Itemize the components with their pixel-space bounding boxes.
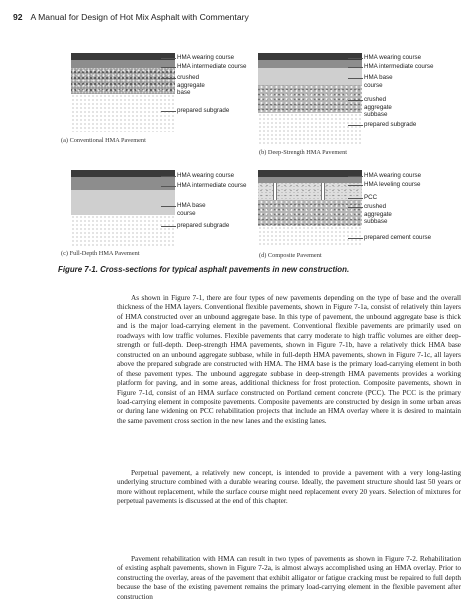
layer-hma-wearing: [71, 53, 175, 60]
label-subgrade: prepared subgrade: [177, 107, 230, 114]
layer-stack: [71, 170, 175, 246]
layer-stack: [258, 170, 362, 246]
panel-caption: (d) Composite Pavement: [259, 252, 322, 259]
page-header: [13, 12, 463, 26]
label-subgrade: prepared subgrade: [177, 222, 230, 229]
panel-caption: (a) Conventional HMA Pavement: [61, 137, 146, 144]
body-paragraph: Perpetual pavement, a relatively new concept, is intended to provide a pavement with a very long-lasting underlying structure combined with a durable wearing course. Ideally, the pavement structure should last 50 years or more without replacement, while the surface course might need replacement every 20 years. Selection of mixtures for perpetual pavements is discussed at the end of this chapter.: [117, 469, 461, 506]
label-wearing: HMA wearing course: [364, 54, 422, 61]
running-title: A Manual for Design of Hot Mix Asphalt with Commentary: [30, 12, 249, 22]
panel-composite: [258, 170, 474, 260]
panel-caption: (b) Deep-Strength HMA Pavement: [259, 149, 347, 156]
layer-pcc: [258, 183, 362, 200]
layer-prepared-subgrade: [71, 215, 175, 246]
label-subgrade: prepared subgrade: [364, 121, 417, 128]
label-intermediate: HMA intermediate course: [364, 63, 434, 70]
panel-caption: (c) Full-Depth HMA Pavement: [61, 250, 140, 257]
layer-hma-wearing: [258, 53, 362, 60]
label-pcc: PCC: [364, 194, 378, 201]
body-paragraph: As shown in Figure 7-1, there are four types of new pavements depending on the type of base and the overall thickness of the HMA layers. Conventional flexible pavements, shown in Figure 7-1a, consist of relatively thin layers of HMA constructed over an unbound aggregate base. In this type of pavement, the unbound aggregate base is thick and is the major load-carrying element in the pavement. Conventional flexible pavements are primarily used on roadways with low traffic volumes. Flexible pavements that carry moderate to high traffic volumes are either deep-strength or full-depth. Deep-strength HMA pavements, shown in Figure 7-1b, have a relatively thick HMA base constructed on an unbound aggregate subbase, while in full-depth HMA pavements, shown in Figure 7-1c, all layers above the prepared subgrade are constructed with HMA. The HMA base is the primary load-carrying element in both of these pavement types. The unbound aggregate subbase in deep-strength HMA pavements provides a working platform for paving, and in some areas, additional thickness for frost protection. Composite pavements, shown in Figure 7-1d, consist of an HMA surface constructed on Portland cement concrete (PCC). The PCC is the primary load-carrying element in composite pavements. Composite pavements are constructed by design in some urban areas or during lane widening on PCC rehabilitation projects that include an HMA overlay where it is desired to maintain the same pavement cross section in the new lanes and the existing lanes.: [117, 294, 461, 425]
label-intermediate: HMA intermediate course: [177, 63, 247, 70]
layer-hma-wearing: [258, 170, 362, 177]
layer-hma-intermediate: [71, 60, 175, 68]
label-intermediate: HMA intermediate course: [177, 182, 247, 189]
page-number: 92: [13, 12, 23, 22]
layer-hma-base: [258, 68, 362, 85]
label-hma-base: HMA base course: [177, 202, 206, 217]
layer-crushed-aggregate-subbase: [258, 85, 362, 113]
layer-hma-base: [71, 190, 175, 215]
layer-prepared-subgrade: [258, 226, 362, 246]
body-paragraph: Pavement rehabilitation with HMA can result in two types of pavements as shown in Figure 7-2. Rehabilitation of existing asphalt pavements, shown in Figure 7-2a, is almost always accomplished using an HMA overlay. Prior to constructing the overlay, areas of the pavement that exhibit alligator or fatigue cracking must be repaired to full depth because the base of the existing pavement remains the primary load-carrying element in the flexible pavement after construction: [117, 555, 461, 601]
label-subbase: crushed aggregate subbase: [364, 203, 392, 226]
label-leveling: HMA leveling course: [364, 181, 421, 188]
label-hma-base: HMA base course: [364, 74, 393, 89]
label-subgrade: prepared cement course: [364, 234, 432, 241]
panel-deep-strength: [258, 53, 474, 163]
pcc-joint: [321, 183, 325, 200]
label-wearing: HMA wearing course: [177, 54, 235, 61]
layer-hma-intermediate: [71, 177, 175, 190]
layer-stack: [71, 53, 175, 132]
layer-hma-intermediate: [258, 60, 362, 68]
layer-hma-wearing: [71, 170, 175, 177]
layer-stack: [258, 53, 362, 145]
layer-crushed-aggregate-base: [71, 68, 175, 94]
label-wearing: HMA wearing course: [177, 172, 235, 179]
pcc-joint: [273, 183, 277, 200]
layer-crushed-aggregate-subbase: [258, 200, 362, 226]
layer-prepared-subgrade: [71, 94, 175, 132]
label-wearing: HMA wearing course: [364, 172, 422, 179]
layer-prepared-subgrade: [258, 113, 362, 145]
figure-title: Figure 7-1. Cross-sections for typical asphalt pavements in new construction.: [58, 265, 350, 274]
label-subbase: crushed aggregate subbase: [364, 96, 392, 119]
label-base: crushed aggregate base: [177, 74, 205, 97]
